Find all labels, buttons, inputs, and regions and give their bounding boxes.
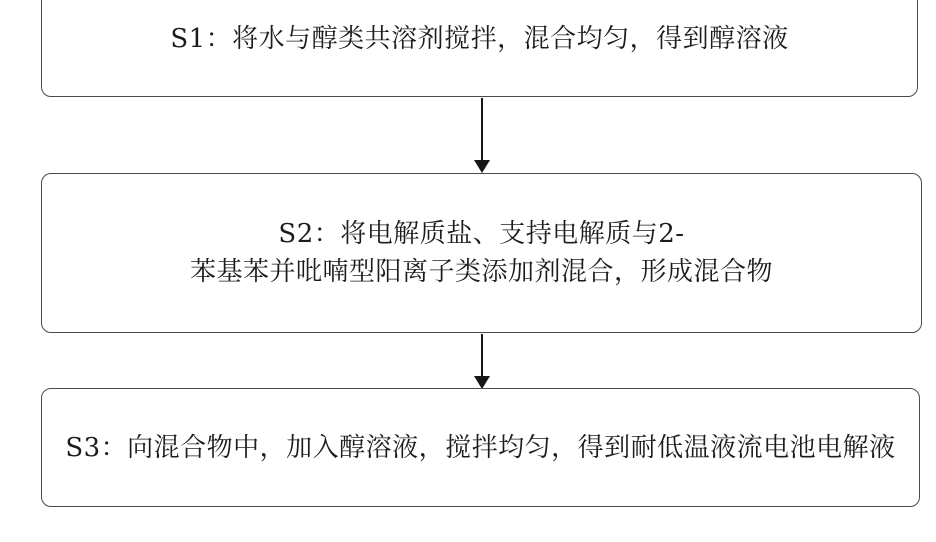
flow-arrow-line-1: [481, 98, 483, 161]
arrow-down-icon: [474, 160, 490, 173]
step-box-s2: [41, 173, 922, 333]
step-s1-text: S1：将水与醇类共溶剂搅拌，混合均匀，得到醇溶液: [170, 24, 789, 54]
step-s3-text: S3：向混合物中，加入醇溶液，搅拌均匀，得到耐低温液流电池电解液: [65, 432, 896, 463]
step-s2-text-line2: 苯基苯并吡喃型阳离子类添加剂混合，形成混合物: [189, 257, 773, 287]
step-box-s3: [41, 388, 920, 507]
step-box-s1: [41, 0, 918, 97]
flow-arrow-line-2: [481, 334, 483, 377]
step-s2-text-line1: S2：将电解质盐、支持电解质与2-: [278, 219, 685, 249]
